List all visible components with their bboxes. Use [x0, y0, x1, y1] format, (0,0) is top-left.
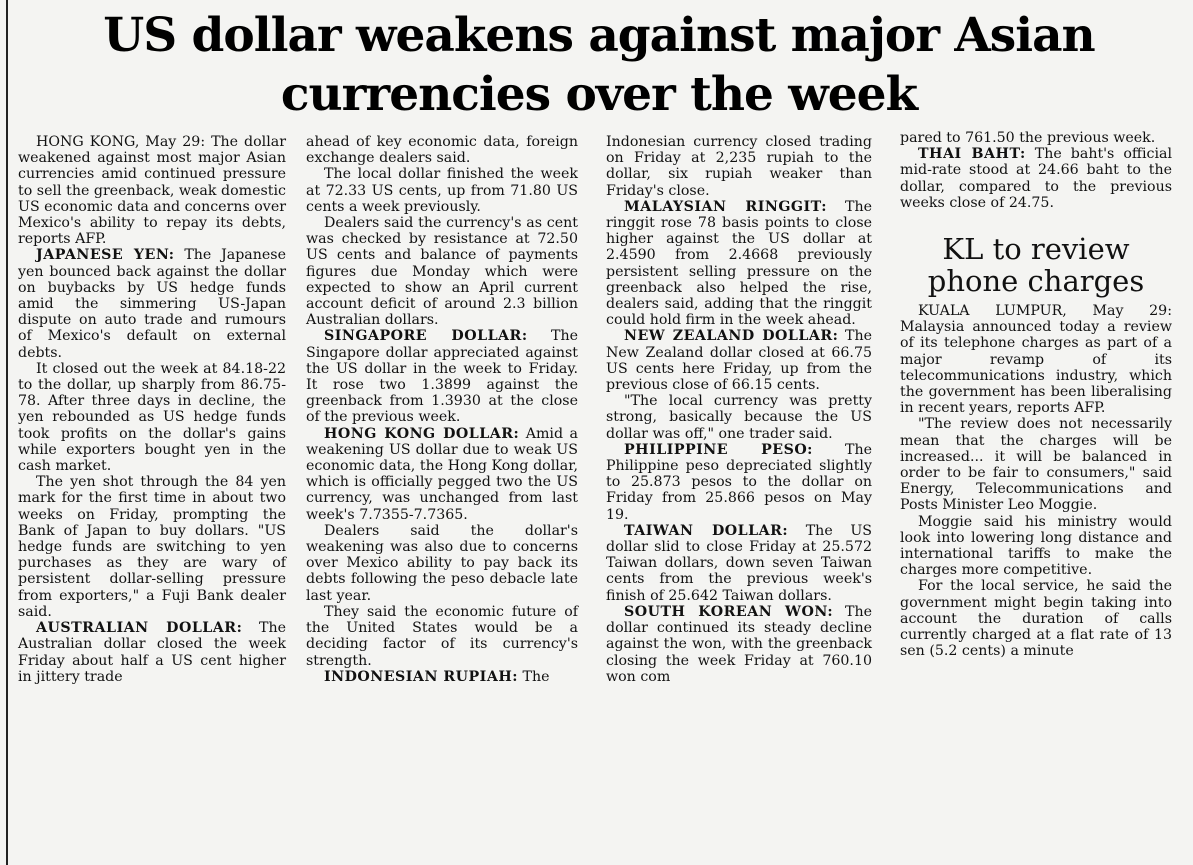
article-paragraph [900, 416, 1172, 513]
section-kicker: AUSTRALIAN DOLLAR: [36, 620, 243, 637]
paragraph-text: "The review does not necessarily mean that the charges will be increased... it will be balanced in order to be fair to consumers," said Energy, Telecommunications and Posts Minister Leo Moggie. [900, 416, 1172, 514]
paragraph-text: ahead of key economic data, foreign exchange dealers said. [306, 134, 578, 167]
paragraph-text: They said the economic future of the United States would be a deciding factor of its currency's strength. [306, 603, 578, 669]
article-paragraph [306, 134, 578, 166]
article-paragraph [900, 578, 1172, 659]
paragraph-text: The dollar continued its steady decline against the won, with the greenback closing the week Friday at 760.10 won com [606, 603, 872, 685]
section-kicker: MALAYSIAN RINGGIT: [624, 198, 827, 215]
article-column-1 [18, 134, 286, 685]
article-paragraph [900, 303, 1172, 416]
article-paragraph [606, 523, 872, 604]
section-kicker: PHILIPPINE PESO: [624, 441, 813, 458]
main-headline: US dollar weakens against major Asian currencies over the week [103, 8, 1095, 122]
second-story-body [900, 303, 1172, 659]
article-paragraph [606, 328, 872, 393]
paragraph-text: For the local service, he said the government might begin taking into account the duration of calls currently charged at a flat rate of 13 sen (5.2 cents) a minute [900, 578, 1172, 660]
paragraph-text: The Philippine peso depreciated slightly to 25.873 pesos to the dollar on Friday from 25.866 pesos on May 19. [606, 441, 872, 523]
article-paragraph [306, 523, 578, 604]
paragraph-text: Dealers said the dollar's weakening was also due to concerns over Mexico ability to pay back its debts following the peso debacle late last year. [306, 522, 578, 604]
section-kicker: JAPANESE YEN: [36, 247, 175, 264]
article-paragraph [306, 166, 578, 215]
paragraph-text: The [517, 668, 550, 685]
section-kicker: INDONESIAN RUPIAH: [324, 668, 518, 685]
paragraph-text: The ringgit rose 78 basis points to close higher against the US dollar at 2.4590 from 2.4668 previously persistent selling pressure on the greenback also helped the rise, dealers said, adding that the ringgit could hold firm in the week ahead. [606, 198, 872, 329]
paragraph-text: The local dollar finished the week at 72.33 US cents, up from 71.80 US cents a week previously. [306, 166, 578, 215]
section-kicker: SOUTH KOREAN WON: [624, 603, 834, 620]
article-paragraph [18, 247, 286, 360]
section-kicker: THAI BAHT: [918, 146, 1026, 163]
paragraph-text: The New Zealand dollar closed at 66.75 US cents here Friday, up from the previous close of 66.15 cents. [606, 328, 872, 394]
paragraph-text: pared to 761.50 the previous week. [900, 130, 1156, 146]
column-rule [6, 0, 8, 865]
paragraph-text: The yen shot through the 84 yen mark for the first time in about two weeks on Friday, prompting the Bank of Japan to buy dollars. "US hedge funds are switching to yen purchases as they are wary of persistent dollar-selling pressure from exporters," a Fuji Bank dealer said. [18, 474, 286, 620]
paragraph-text: The US dollar slid to close Friday at 25.572 Taiwan dollars, down seven Taiwan cents from the previous week's finish of 25.642 Taiwan dollars. [606, 522, 872, 604]
article-paragraph [606, 442, 872, 523]
article-paragraph [18, 134, 286, 247]
second-story-headline: KL to review phone charges [927, 232, 1145, 299]
paragraph-text: Indonesian currency closed trading on Friday at 2,235 rupiah to the dollar, six rupiah weaker than Friday's close. [606, 134, 872, 199]
article-paragraph [900, 514, 1172, 579]
article-paragraph [606, 134, 872, 199]
article-paragraph [900, 130, 1172, 146]
paragraph-text: It closed out the week at 84.18-22 to the dollar, up sharply from 86.75-78. After three days in decline, the yen rebounded as US hedge funds took profits on the dollar's gains while exporters bought yen in the cash market. [18, 360, 286, 475]
article-paragraph [306, 328, 578, 425]
paragraph-text: Moggie said his ministry would look into lowering long distance and international tariffs to make the charges more competitive. [900, 513, 1172, 579]
section-kicker: HONG KONG DOLLAR: [324, 425, 520, 442]
paragraph-text: Dealers said the currency's as cent was checked by resistance at 72.50 US cents and balance of payments figures due Monday which were expected to show an April current account deficit of around 2.3 billion Australian dollars. [306, 215, 578, 329]
section-kicker: NEW ZEALAND DOLLAR: [624, 328, 839, 345]
paragraph-text: The Australian dollar closed the week Friday about half a US cent higher in jittery trade [18, 620, 286, 685]
paragraph-text: The baht's official mid-rate stood at 24.66 baht to the dollar, compared to the previous weeks close of 24.75. [900, 146, 1172, 211]
paragraph-text: The Japanese yen bounced back against the dollar on buybacks by US hedge funds amid the simmering US-Japan dispute on auto trade and rumours of Mexico's default on external debts. [18, 247, 286, 361]
paragraph-text: The Singapore dollar appreciated against the US dollar in the week to Friday. It rose two 1.3899 against the greenback from 1.3930 at the close of the previous week. [306, 328, 578, 426]
article-paragraph [606, 393, 872, 442]
article-paragraph [306, 604, 578, 669]
article-column-4 [900, 130, 1172, 659]
article-paragraph [306, 669, 578, 685]
paragraph-text: Amid a weakening US dollar due to weak US economic data, the Hong Kong dollar, which is officially pegged two the US currency, was unchanged from last week's 7.7355-7.7365. [306, 425, 578, 523]
article-paragraph [18, 474, 286, 620]
paragraph-text: "The local currency was pretty strong, basically because the US dollar was off," one trader said. [606, 393, 872, 442]
article-paragraph [18, 361, 286, 474]
article-paragraph [18, 620, 286, 685]
section-kicker: TAIWAN DOLLAR: [624, 522, 789, 539]
article-paragraph [306, 215, 578, 328]
article-paragraph [606, 199, 872, 329]
article-paragraph [900, 146, 1172, 211]
article-paragraph [306, 426, 578, 523]
section-kicker: SINGAPORE DOLLAR: [324, 328, 528, 345]
main-story-continuation [900, 130, 1172, 211]
article-column-2 [306, 134, 578, 685]
paragraph-text: KUALA LUMPUR, May 29: Malaysia announced today a review of its telephone charges as part of a major revamp of its telecommunications industry, which the government has been liberalising in recent years, reports AFP. [900, 303, 1172, 417]
article-column-3 [606, 134, 872, 685]
paragraph-text: HONG KONG, May 29: The dollar weakened against most major Asian currencies amid continued pressure to sell the greenback, weak domestic US economic data and concerns over Mexico's ability to repay its debts, reports AFP. [18, 134, 287, 248]
article-paragraph [606, 604, 872, 685]
